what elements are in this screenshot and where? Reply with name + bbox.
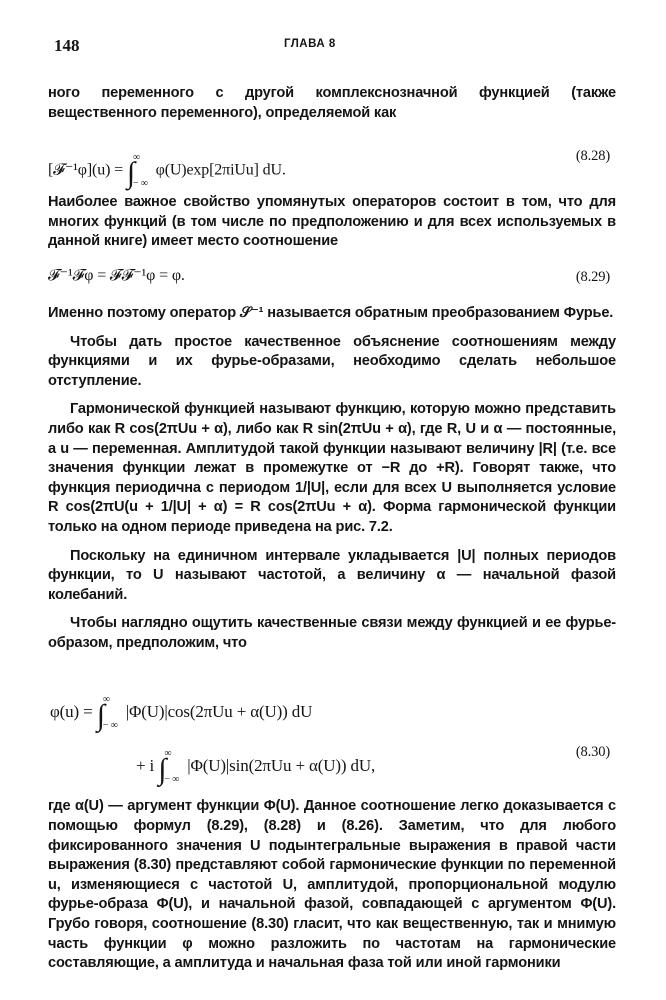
integral-sign: ∫ bbox=[126, 156, 135, 190]
eq830-line1: |Φ(U)|cos(2πUu + α(U)) dU bbox=[125, 702, 313, 722]
equation-number-8-29: (8.29) bbox=[575, 268, 610, 285]
equation-8-29 bbox=[48, 264, 616, 294]
eq830-lower-limit-2: − ∞ bbox=[164, 774, 180, 786]
eq828-lower-limit: − ∞ bbox=[132, 178, 148, 190]
eq830-upper-limit-2: ∞ bbox=[164, 748, 172, 760]
equation-8-30 bbox=[48, 669, 616, 787]
page-header bbox=[54, 36, 614, 60]
paragraph-1: ного переменного с другой комплекснозначной функцией (также вещественного переменного), определяемой как bbox=[48, 85, 616, 121]
paragraph-5: Гармонической функцией называют функцию, которую можно представить либо как R cos(2πUu + α), либо как R sin(2πUu + α), где R, U и α — постоянные, а u — переменная. Амплитудой такой функции называют величину |R| (т.е. все значения функции лежат в промежутке от −R до +R). Говорят также, что функция периодична с периодом 1/|U|, если для всех U выполняется условие R cos(2πU(u + 1/|U| + α) = R cos(2πUu + α). Форма гармонической функции только на одном периоде приведена на рис. 7.2. bbox=[48, 401, 616, 535]
paragraph-2: Наиболее важное свойство упомянутых операторов состоит в том, что для многих функций (в том числе по предположению и для всех используемых в данной книге) имеет место соотношение bbox=[48, 194, 616, 250]
eq830-lower-limit: − ∞ bbox=[102, 720, 118, 732]
eq828-lhs: [𝓕⁻¹φ](u) = bbox=[48, 161, 123, 179]
chapter-title: ГЛАВА 8 bbox=[284, 38, 336, 50]
equation-number-8-30: (8.30) bbox=[575, 744, 610, 761]
paragraph-7: Чтобы наглядно ощутить качественные связи между функцией и ее фурье-образом, предположим, что bbox=[48, 615, 616, 651]
paragraph-6: Поскольку на единичном интервале укладывается |U| полных периодов функции, то U называют частотой, а величину α — начальной фазой колебаний. bbox=[48, 547, 616, 603]
integral-sign: ∫ bbox=[96, 699, 105, 733]
eq828-upper-limit: ∞ bbox=[132, 152, 140, 164]
integral-sign: ∫ bbox=[158, 753, 167, 787]
page-number: 148 bbox=[54, 36, 80, 55]
eq830-prefix2: + i bbox=[136, 756, 155, 776]
paragraph-8: где α(U) — аргумент функции Φ(U). Данное соотношение легко доказывается с помощью формул (8.29), (8.28) и (8.26). Заметим, что для любого фиксированного значения U подынтегральные выражения в правой части выражения (8.30) представляют собой гармонические функции по переменной u, изменяющиеся с частотой U, амплитудой, пропорциональной модулю фурье-образа Φ(U), и начальной фазой, совпадающей с аргументом Φ(U). Грубо говоря, соотношение (8.30) гласит, что как вещественную, так и мнимую часть функции φ можно разложить по частотам на гармонические составляющие, а амплитуда и начальная фаза той или иной гармоники bbox=[48, 798, 616, 972]
equation-8-28 bbox=[48, 133, 616, 190]
eq830-upper-limit: ∞ bbox=[102, 694, 110, 706]
paragraph-4: Чтобы дать простое качественное объяснение соотношениям между функциями и их фурье-образами, необходимо сделать небольшое отступление. bbox=[48, 333, 616, 389]
equation-number-8-28: (8.28) bbox=[575, 148, 610, 165]
paragraph-3: Именно поэтому оператор 𝒮⁻¹ называется обратным преобразованием Фурье. bbox=[48, 304, 614, 321]
eq829-text: 𝓕⁻¹𝓕φ = 𝓕𝓕⁻¹φ = φ. bbox=[48, 266, 185, 284]
eq830-lhs: φ(u) = bbox=[50, 702, 93, 722]
eq828-rhs: φ(U)exp[2πiUu] dU. bbox=[155, 161, 286, 179]
text-body bbox=[48, 84, 616, 974]
eq830-line2: |Φ(U)|sin(2πUu + α(U)) dU, bbox=[187, 756, 376, 776]
